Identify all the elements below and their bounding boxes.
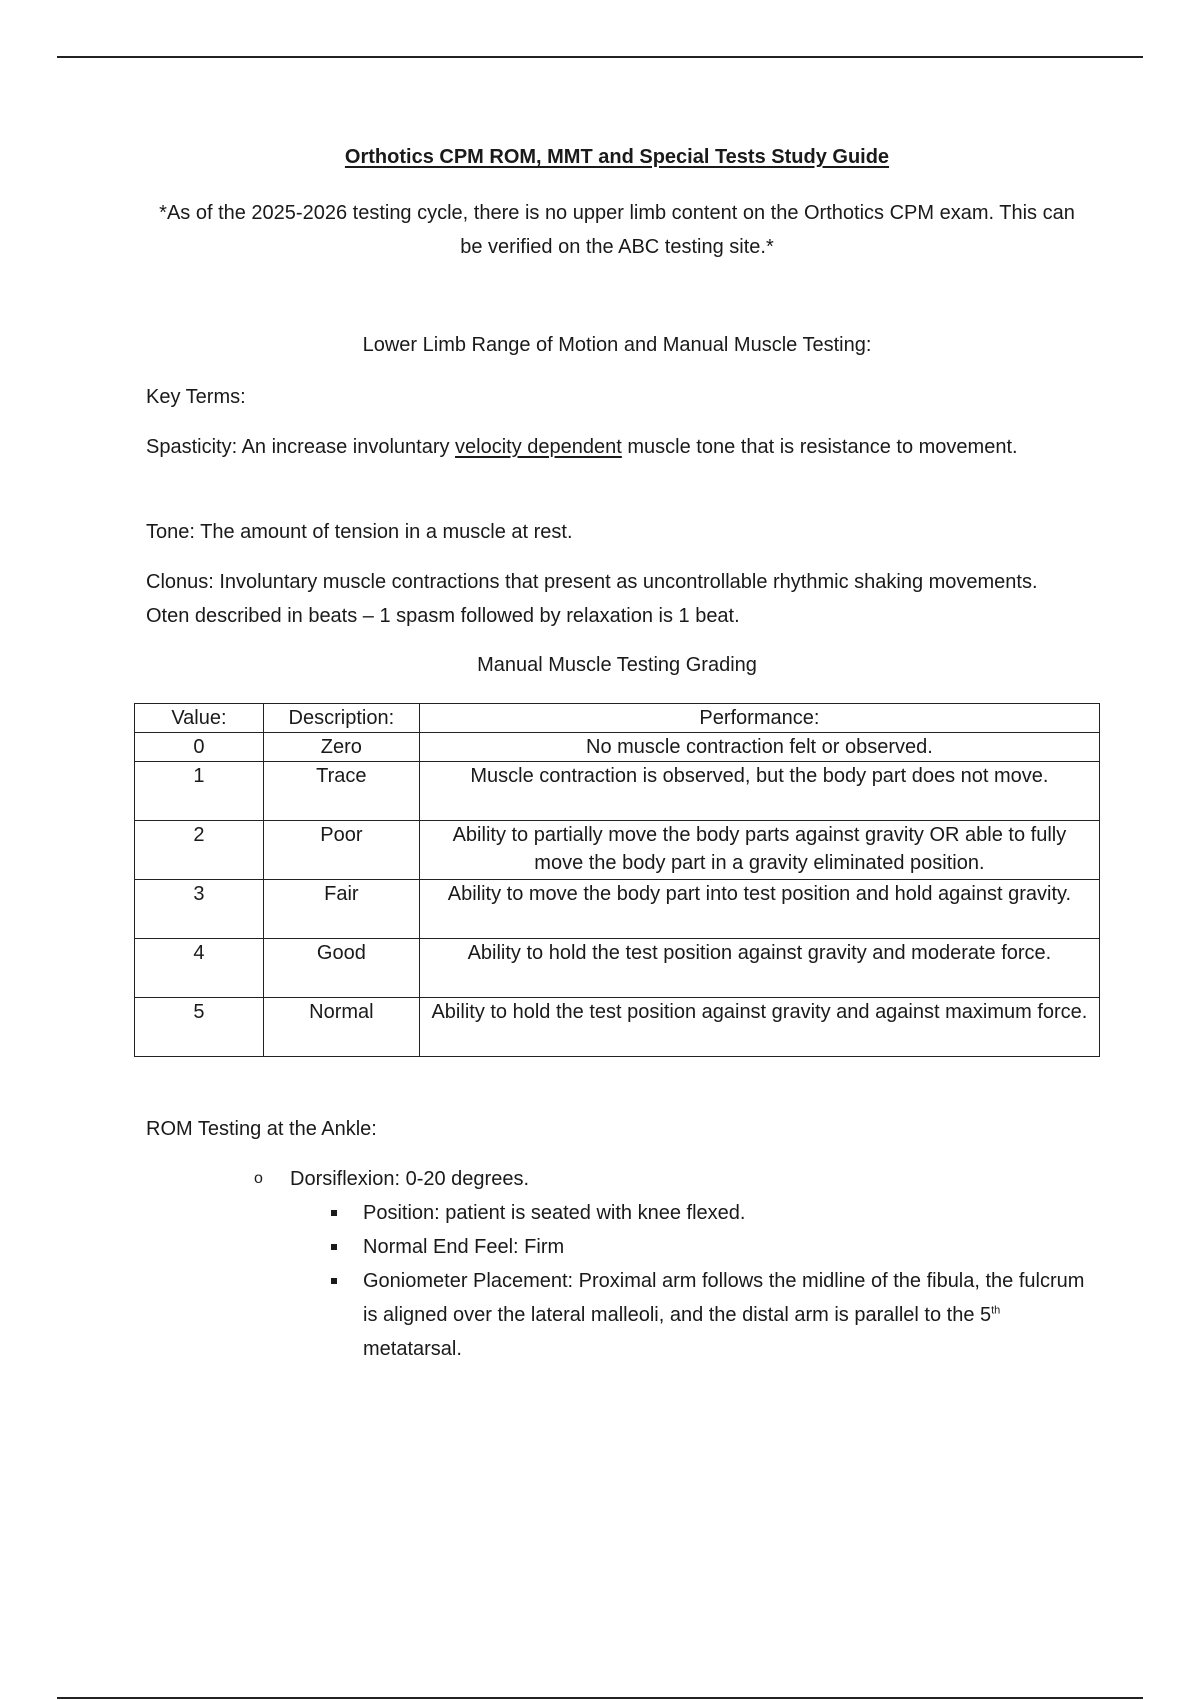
section-heading-lower-limb: Lower Limb Range of Motion and Manual Muscle Testing: (362, 334, 872, 356)
table-row (135, 733, 1100, 762)
cell-performance: Ability to partially move the body parts against gravity OR able to fully move the body part in a gravity eliminated position. (419, 821, 1099, 880)
cell-performance: Ability to move the body part into test position and hold against gravity. (419, 880, 1099, 939)
cell-performance: No muscle contraction felt or observed. (419, 733, 1099, 762)
page-title: Orthotics CPM ROM, MMT and Special Tests Study Guide (344, 146, 890, 168)
cell-performance: Muscle contraction is observed, but the body part does not move. (419, 762, 1099, 821)
table-row (135, 821, 1100, 880)
cell-description: Normal (263, 998, 419, 1057)
goniometer-text-after: metatarsal. (363, 1338, 462, 1360)
cell-value: 1 (135, 762, 264, 821)
term-spasticity (146, 430, 1086, 464)
goniometer-superscript: th (991, 1304, 1001, 1317)
table-header-row (135, 704, 1100, 733)
square-bullet-icon (331, 1244, 337, 1250)
header-performance: Performance: (419, 704, 1099, 733)
list-item-goniometer (363, 1264, 1090, 1366)
mmt-grading-table (134, 703, 1100, 1057)
hollow-circle-bullet-icon: o (254, 1170, 263, 1187)
dorsiflexion-details (363, 1196, 1090, 1366)
cell-description: Trace (263, 762, 419, 821)
cell-description: Good (263, 939, 419, 998)
key-terms-label: Key Terms: (146, 386, 246, 408)
table-caption: Manual Muscle Testing Grading (477, 654, 757, 676)
rom-ankle-list (254, 1162, 1090, 1366)
spasticity-underlined: velocity dependent (455, 436, 622, 458)
dorsiflexion-label: Dorsiflexion: 0-20 degrees. (290, 1168, 530, 1190)
goniometer-text-before: Goniometer Placement: Proximal arm follows the midline of the fibula, the fulcrum is aligned over the lateral malleoli, and the distal arm is parallel to the 5 (363, 1270, 1085, 1326)
exam-note: *As of the 2025-2026 testing cycle, there is no upper limb content on the Orthotics CPM exam. This can be verified on the ABC testing site.* (159, 202, 1075, 258)
list-item-position (363, 1196, 1090, 1230)
table-row (135, 939, 1100, 998)
end-feel-text: Normal End Feel: Firm (363, 1236, 565, 1258)
cell-value: 2 (135, 821, 264, 880)
footer-rule (57, 1697, 1143, 1699)
header-value: Value: (135, 704, 264, 733)
term-tone: Tone: The amount of tension in a muscle at rest. (146, 521, 573, 543)
cell-performance: Ability to hold the test position against gravity and against maximum force. (419, 998, 1099, 1057)
square-bullet-icon (331, 1210, 337, 1216)
rom-ankle-heading: ROM Testing at the Ankle: (146, 1118, 377, 1140)
cell-description: Fair (263, 880, 419, 939)
square-bullet-icon (331, 1278, 337, 1284)
table-row (135, 762, 1100, 821)
spasticity-text-after: muscle tone that is resistance to movement. (621, 436, 1018, 458)
cell-value: 3 (135, 880, 264, 939)
position-text: Position: patient is seated with knee flexed. (363, 1202, 746, 1224)
cell-performance: Ability to hold the test position against gravity and moderate force. (419, 939, 1099, 998)
list-item-end-feel (363, 1230, 1090, 1264)
cell-value: 5 (135, 998, 264, 1057)
term-clonus: Clonus: Involuntary muscle contractions that present as uncontrollable rhythmic shaking movements. Oten described in beats – 1 spasm followed by relaxation is 1 beat. (146, 571, 1038, 627)
table-row (135, 998, 1100, 1057)
spasticity-text-before: Spasticity: An increase involuntary (146, 436, 456, 458)
list-item-dorsiflexion (254, 1162, 1090, 1366)
cell-value: 4 (135, 939, 264, 998)
cell-value: 0 (135, 733, 264, 762)
header-rule (57, 56, 1143, 58)
table-row (135, 880, 1100, 939)
cell-description: Zero (263, 733, 419, 762)
header-description: Description: (263, 704, 419, 733)
cell-description: Poor (263, 821, 419, 880)
